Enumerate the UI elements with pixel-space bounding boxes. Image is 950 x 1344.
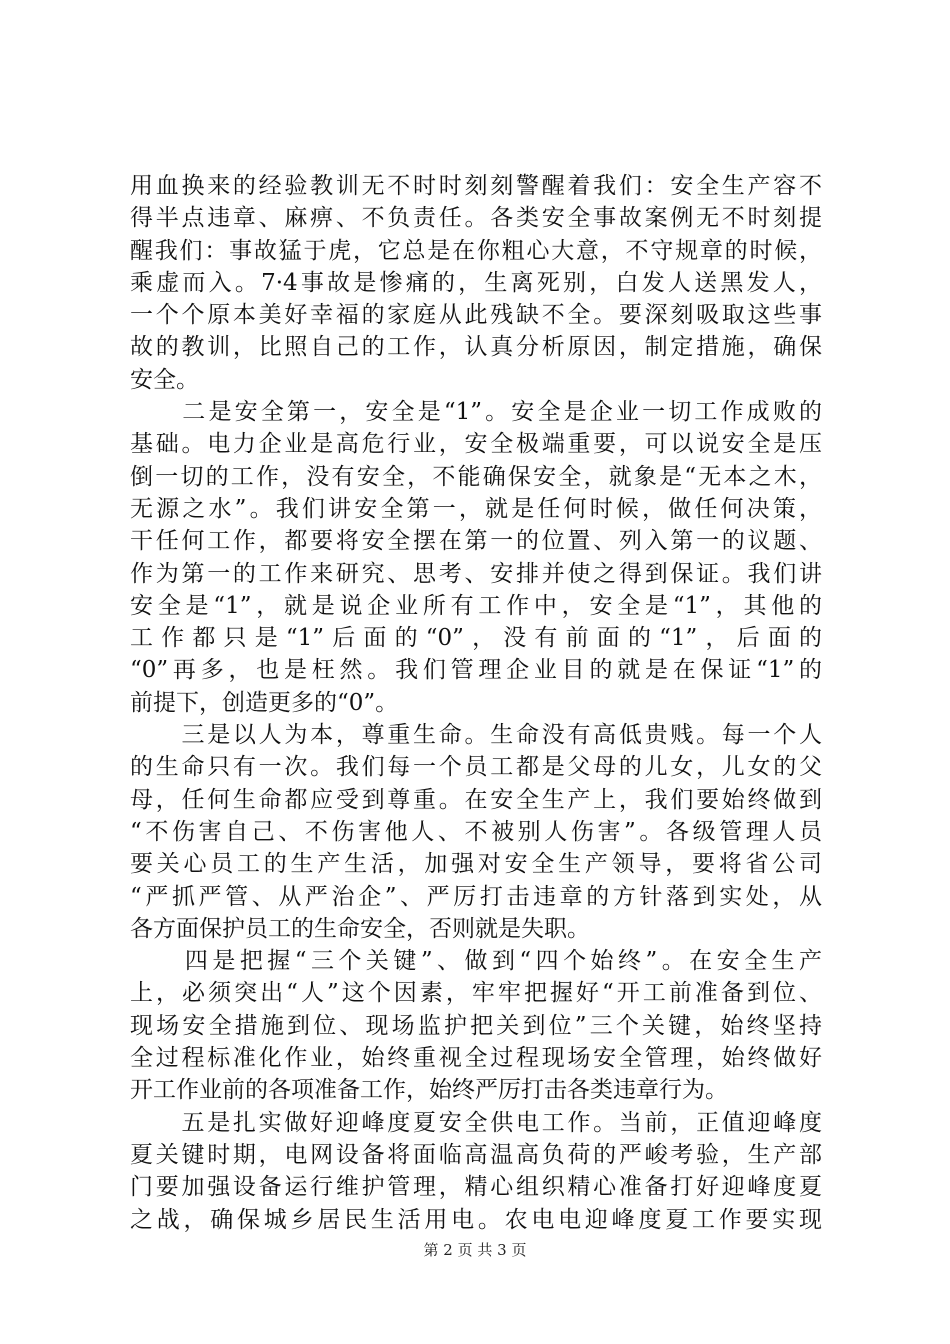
text-line: 得半点违章、麻痹、不负责任。各类安全事故案例无不时刻提	[130, 205, 822, 232]
page-footer: 第 2 页 共 3 页	[423, 1241, 527, 1259]
text-line: 开工作业前的各项准备工作，始终严厉打击各类违章行为。	[130, 1077, 728, 1104]
text-line: 用血换来的经验教训无不时时刻刻警醒着我们：安全生产容不	[130, 173, 822, 199]
text-line: 安全。	[130, 366, 199, 393]
text-line: 安全是“1”，就是说企业所有工作中，安全是“1”，其他的	[130, 592, 822, 619]
text-line: 全过程标准化作业，始终重视全过程现场安全管理，始终做好	[130, 1045, 822, 1072]
text-line: 醒我们：事故猛于虎，它总是在你粗心大意，不守规章的时候，	[130, 237, 822, 264]
paragraph-5-start: 五是扎实做好迎峰度夏安全供电工作。当前，正值迎峰度	[130, 1109, 822, 1136]
text-line: 倒一切的工作，没有安全，不能确保安全，就象是“无本之木，	[130, 463, 822, 490]
text-line: 门要加强设备运行维护管理，精心组织精心准备打好迎峰度夏	[130, 1174, 822, 1201]
text-line: 各方面保护员工的生命安全，否则就是失职。	[130, 915, 590, 942]
body-text	[130, 170, 822, 1236]
text-line: 现场安全措施到位、现场监护把关到位”三个关键，始终坚持	[130, 1012, 822, 1039]
text-line: 之战，确保城乡居民生活用电。农电电迎峰度夏工作要实现	[130, 1206, 822, 1233]
text-line: 作为第一的工作来研究、思考、安排并使之得到保证。我们讲	[130, 560, 822, 587]
text-line: 的生命只有一次。我们每一个员工都是父母的儿女，儿女的父	[130, 754, 822, 781]
text-line: 要关心员工的生产生活，加强对安全生产领导，要将省公司	[130, 851, 822, 878]
text-line: 工作都只是“1”后面的“0”，没有前面的“1”，后面的	[130, 625, 822, 652]
paragraph-3-start: 三是以人为本，尊重生命。生命没有高低贵贱。每一个人	[130, 722, 822, 749]
text-line: 无源之水”。我们讲安全第一，就是任何时候，做任何决策，	[130, 495, 822, 522]
text-line: 夏关键时期，电网设备将面临高温高负荷的严峻考验，生产部	[130, 1141, 822, 1168]
text-line: 乘虚而入。7·4事故是惨痛的，生离死别，白发人送黑发人，	[130, 269, 822, 296]
text-line: 一个个原本美好幸福的家庭从此残缺不全。要深刻吸取这些事	[130, 302, 822, 329]
text-line: “不伤害自己、不伤害他人、不被别人伤害”。各级管理人员	[130, 818, 822, 845]
text-line: 基础。电力企业是高危行业，安全极端重要，可以说安全是压	[130, 431, 822, 458]
text-line: 母，任何生命都应受到尊重。在安全生产上，我们要始终做到	[130, 786, 822, 813]
text-line: 故的教训，比照自己的工作，认真分析原因，制定措施，确保	[130, 334, 822, 361]
text-line: “0”再多，也是枉然。我们管理企业目的就是在保证“1”的	[130, 657, 822, 684]
paragraph-2-start: 二是安全第一，安全是“1”。安全是企业一切工作成败的	[130, 399, 822, 426]
text-line: 前提下，创造更多的“0”。	[130, 689, 399, 716]
text-line: 上，必须突出“人”这个因素，牢牢把握好“开工前准备到位、	[130, 980, 822, 1007]
paragraph-4-start: 四是把握“三个关键”、做到“四个始终”。在安全生产	[130, 948, 822, 975]
text-line: “严抓严管、从严治企”、严厉打击违章的方针落到实处，从	[130, 883, 822, 910]
text-line: 干任何工作，都要将安全摆在第一的位置、列入第一的议题、	[130, 528, 822, 555]
